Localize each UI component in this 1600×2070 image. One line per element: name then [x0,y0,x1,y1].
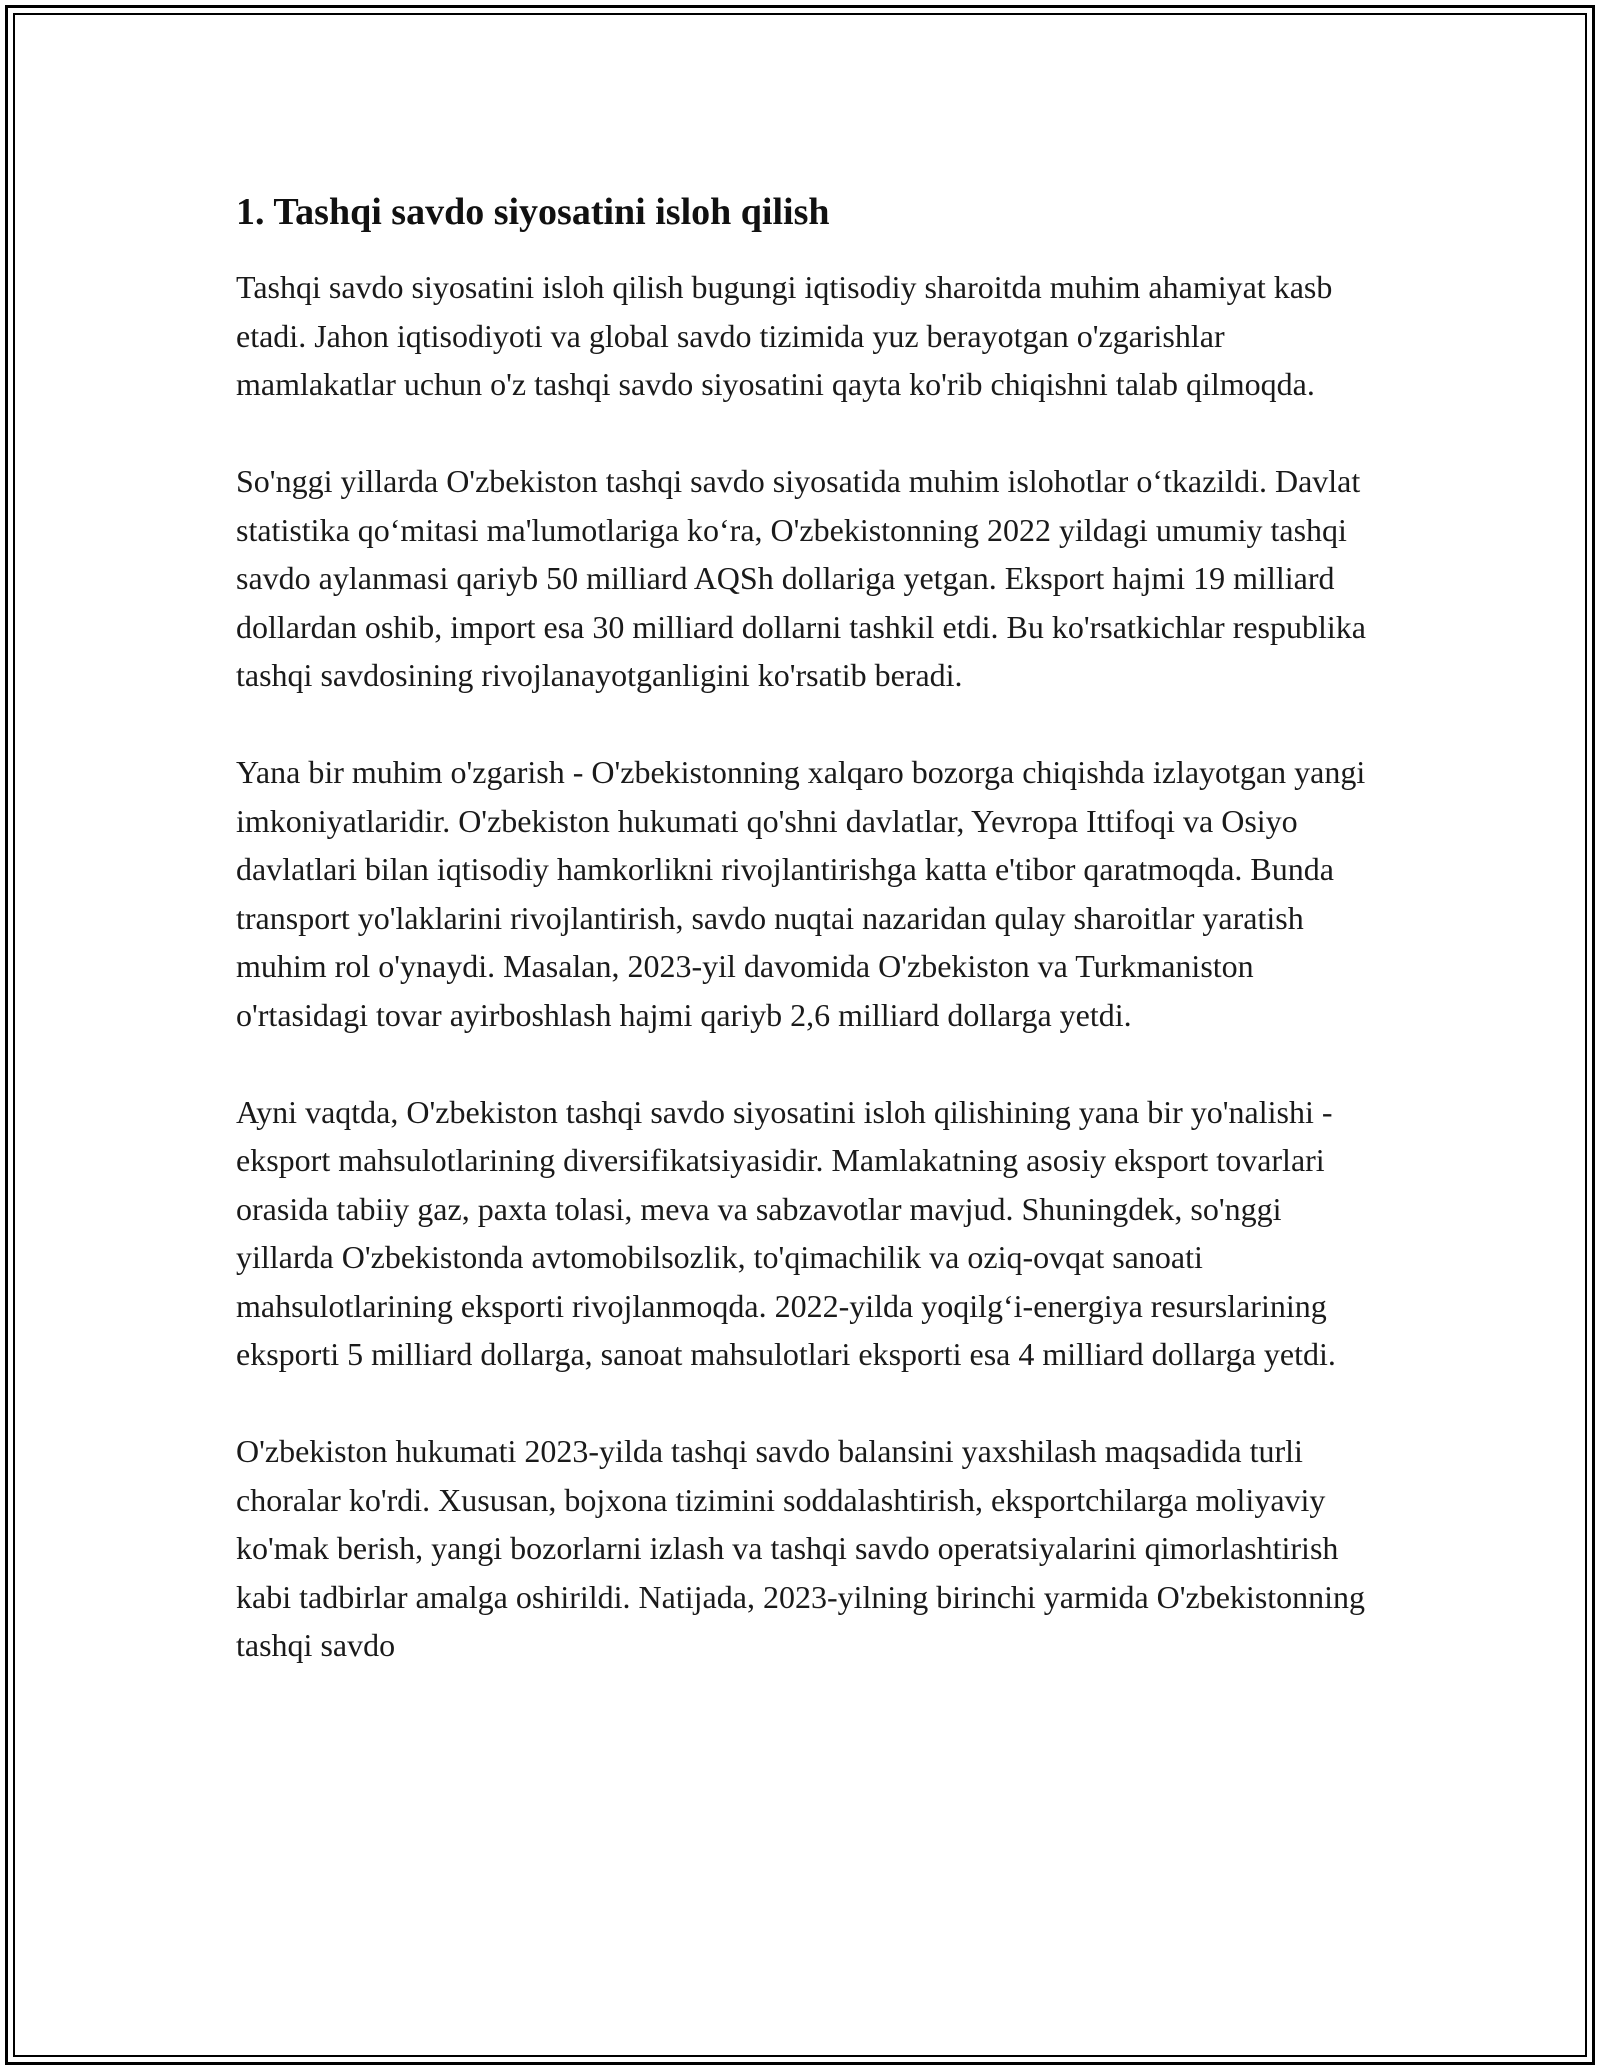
paragraph-4: Ayni vaqtda, O'zbekiston tashqi savdo siyosatini isloh qilishining yana bir yo'nalishi - eksport mahsulotlarining diversifikatsiyasidir. Mamlakatning asosiy eksport tovarlari orasida tabiiy gaz, paxta tolasi, meva va sabzavotlar mavjud. Shuningdek, so'nggi yillarda O'zbekistonda avtomobilsozlik, to'qimachilik va oziq-ovqat sanoati mahsulotlarining eksporti rivojlanmoqda. 2022-yilda yoqilg‘i-energiya resurslarining eksporti 5 milliard dollarga, sanoat mahsulotlari eksporti esa 4 milliard dollarga yetdi. [236,1093,1336,1373]
section-heading: 1. Tashqi savdo siyosatini isloh qilish [236,191,830,233]
paragraph-2: So'nggi yillarda O'zbekiston tashqi savdo siyosatida muhim islohotlar o‘tkazildi. Davlat statistika qo‘mitasi ma'lumotlariga ko‘ra, O'zbekistonning 2022 yildagi umumiy tashqi savdo aylanmasi qariyb 50 milliard AQSh dollariga yetgan. Eksport hajmi 19 milliard dollardan oshib, import esa 30 milliard dollarni tashkil etdi. Bu ko'rsatkichlar respublika tashqi savdosining rivojlanayotganligini ko'rsatib beradi. [236,463,1366,694]
document-body [236,180,1376,1718]
paragraph-5: O'zbekiston hukumati 2023-yilda tashqi savdo balansini yaxshilash maqsadida turli choralar ko'rdi. Xususan, bojxona tizimini soddalashtirish, eksportchilarga moliyaviy ko'mak berish, yangi bozorlarni izlash va tashqi savdo operatsiyalarini qimorlashtirish kabi tadbirlar amalga oshirildi. Natijada, 2023-yilning birinchi yarmida O'zbekistonning tashqi savdo [236,1433,1366,1664]
paragraph-1: Tashqi savdo siyosatini isloh qilish bugungi iqtisodiy sharoitda muhim ahamiyat kasb etadi. Jahon iqtisodiyoti va global savdo tizimida yuz berayotgan o'zgarishlar mamlakatlar uchun o'z tashqi savdo siyosatini qayta ko'rib chiqishni talab qilmoqda. [236,269,1333,403]
paragraph-3: Yana bir muhim o'zgarish - O'zbekistonning xalqaro bozorga chiqishda izlayotgan yangi imkoniyatlaridir. O'zbekiston hukumati qo'shni davlatlar, Yevropa Ittifoqi va Osiyo davlatlari bilan iqtisodiy hamkorlikni rivojlantirishga katta e'tibor qaratmoqda. Bunda transport yo'laklarini rivojlantirish, savdo nuqtai nazaridan qulay sharoitlar yaratish muhim rol o'ynaydi. Masalan, 2023-yil davomida O'zbekiston va Turkmaniston o'rtasidagi tovar ayirboshlash hajmi qariyb 2,6 milliard dollarga yetdi. [236,754,1366,1033]
